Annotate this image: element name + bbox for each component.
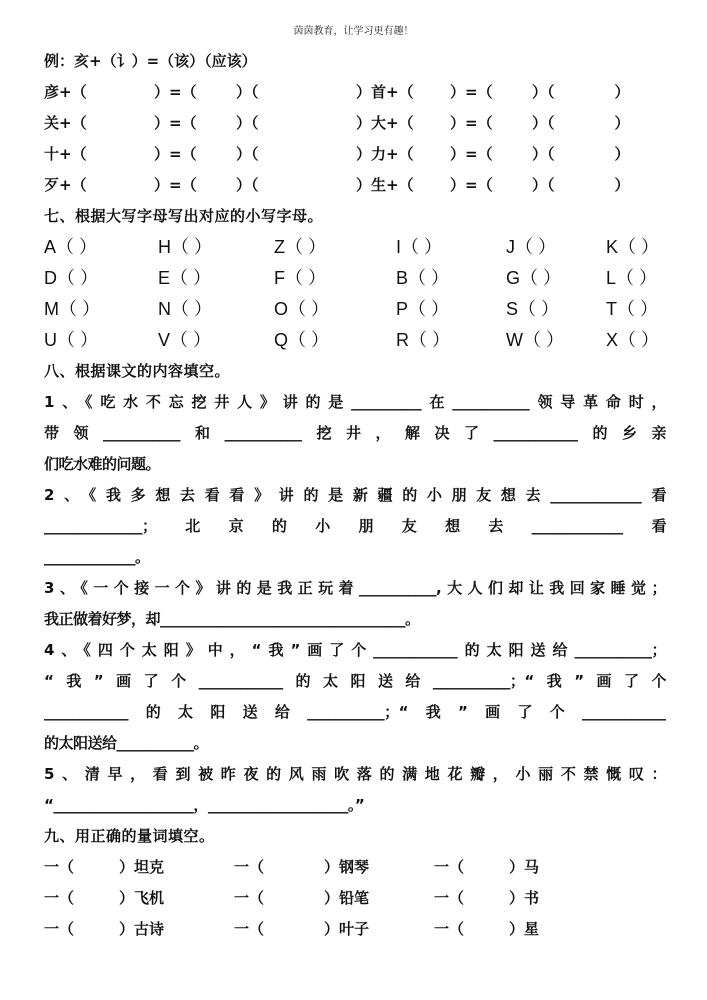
letter-row — [44, 294, 666, 325]
radical-row — [44, 139, 666, 170]
letter-cell[interactable]: X（ ） — [606, 330, 660, 350]
fill-in-line[interactable]: 5、清早，看到被昨夜的风雨吹落的满地花瓣，小丽不禁慨叹： — [44, 765, 666, 783]
radical-cell[interactable]: ）（ — [236, 83, 259, 101]
radical-cell[interactable]: ）（ — [236, 176, 259, 194]
measure-row — [44, 914, 666, 945]
measure-cell[interactable]: 一（ ）古诗 — [44, 920, 165, 938]
letter-row — [44, 263, 666, 294]
letter-cell[interactable]: J（ ） — [506, 237, 557, 257]
measure-cell[interactable]: 一（ ）叶子 — [234, 920, 370, 938]
section9-title: 九、用正确的量词填空。 — [44, 827, 215, 845]
fill-in-line[interactable]: ______________；北京的小朋友想去_____________看 — [44, 517, 666, 535]
measure-cell[interactable]: 一（ ）飞机 — [44, 889, 165, 907]
measure-cell[interactable]: 一（ ）书 — [434, 889, 540, 907]
fill-in-line[interactable]: 4、《四个太阳》中，“我”画了个____________的太阳送给___________； — [44, 641, 666, 659]
measure-cell[interactable]: 一（ ）钢琴 — [234, 858, 370, 876]
radical-cell[interactable]: ）（ ） — [532, 145, 630, 163]
fill-in-line[interactable]: 我正做着好梦，却___________________________________。 — [44, 610, 420, 628]
radical-cell[interactable]: 彦+（ — [44, 83, 87, 101]
fill-in-line[interactable]: “____________________，____________________。” — [44, 796, 365, 814]
radical-cell[interactable]: ）=（ — [154, 145, 197, 163]
letter-cell[interactable]: R（ ） — [396, 330, 450, 350]
letter-exercise — [44, 232, 666, 356]
page-header: 茵茵教育，让学习更有趣！ — [293, 26, 414, 37]
radical-cell[interactable]: ）=（ — [450, 83, 493, 101]
letter-cell[interactable]: O（ ） — [274, 299, 330, 319]
letter-cell[interactable]: N（ ） — [158, 299, 212, 319]
fill-in-line[interactable]: 们吃水难的问题。 — [44, 455, 161, 473]
letter-cell[interactable]: E（ ） — [158, 268, 212, 288]
fill-in-line[interactable]: “我”画了个____________的太阳送给___________；“我”画了个 — [44, 672, 666, 690]
letter-cell[interactable]: S（ ） — [506, 299, 560, 319]
letter-cell[interactable]: U（ ） — [44, 330, 98, 350]
radical-cell[interactable]: ）=（ — [154, 83, 197, 101]
letter-cell[interactable]: F（ ） — [274, 268, 326, 288]
letter-cell[interactable]: G（ ） — [506, 268, 562, 288]
fill-in-line[interactable]: 的太阳送给___________。 — [44, 734, 209, 752]
measure-cell[interactable]: 一（ ）铅笔 — [234, 889, 370, 907]
fill-in-line[interactable]: 带领___________和___________挖井，解决了____________的乡亲 — [44, 424, 666, 442]
radical-cell[interactable]: ）首+（ — [356, 83, 414, 101]
measure-row — [44, 852, 666, 883]
section7-title: 七、根据大写字母写出对应的小写字母。 — [44, 207, 324, 225]
radical-exercise — [44, 77, 666, 201]
radical-cell[interactable]: 歹+（ — [44, 176, 87, 194]
letter-cell[interactable]: A（ ） — [44, 237, 98, 257]
letter-cell[interactable]: K（ ） — [606, 237, 660, 257]
radical-cell[interactable]: ）=（ — [450, 145, 493, 163]
letter-cell[interactable]: I（ ） — [396, 237, 443, 257]
radical-cell[interactable]: ）=（ — [154, 114, 197, 132]
measure-cell[interactable]: 一（ ）马 — [434, 858, 540, 876]
radical-cell[interactable]: ）生+（ — [356, 176, 414, 194]
radical-cell[interactable]: ）（ — [236, 145, 259, 163]
letter-cell[interactable]: B（ ） — [396, 268, 450, 288]
radical-cell[interactable]: ）=（ — [154, 176, 197, 194]
letter-cell[interactable]: H（ ） — [158, 237, 212, 257]
radical-cell[interactable]: ）（ ） — [532, 176, 630, 194]
radical-row — [44, 108, 666, 139]
radical-cell[interactable]: ）（ ） — [532, 83, 630, 101]
letter-cell[interactable]: Q（ ） — [274, 330, 330, 350]
letter-cell[interactable]: P（ ） — [396, 299, 450, 319]
letter-row — [44, 232, 666, 263]
radical-row — [44, 77, 666, 108]
radical-cell[interactable]: ）（ ） — [532, 114, 630, 132]
measure-cell[interactable]: 一（ ）星 — [434, 920, 540, 938]
radical-cell[interactable]: 关+（ — [44, 114, 87, 132]
letter-cell[interactable]: L（ ） — [606, 268, 658, 288]
radical-cell[interactable]: ）（ — [236, 114, 259, 132]
letter-cell[interactable]: D（ ） — [44, 268, 98, 288]
section8-title: 八、根据课文的内容填空。 — [44, 362, 231, 380]
measure-word-exercise — [44, 852, 666, 945]
radical-cell[interactable]: ）=（ — [450, 114, 493, 132]
radical-cell[interactable]: ）=（ — [450, 176, 493, 194]
fill-in-line[interactable]: 2、《我多想去看看》讲的是新疆的小朋友想去_____________看 — [44, 486, 666, 504]
example-line: 例：亥+（讠）=（该）（应该） — [44, 52, 257, 70]
radical-cell[interactable]: ）大+（ — [356, 114, 414, 132]
letter-row — [44, 325, 666, 356]
letter-cell[interactable]: M（ ） — [44, 299, 100, 319]
fill-in-line[interactable]: _____________。 — [44, 548, 150, 566]
fill-in-line[interactable]: ____________的太阳送给___________；“我”画了个____________ — [44, 703, 666, 721]
fill-in-line[interactable]: 3、《一个接一个》讲的是我正玩着___________,大人们却让我回家睡觉； — [44, 579, 666, 597]
fill-in-line[interactable]: 1、《吃水不忘挖井人》讲的是__________在___________领导革命时， — [44, 393, 666, 411]
fill-in-exercise — [44, 387, 666, 821]
radical-cell[interactable]: 十+（ — [44, 145, 87, 163]
letter-cell[interactable]: V（ ） — [158, 330, 212, 350]
measure-cell[interactable]: 一（ ）坦克 — [44, 858, 165, 876]
letter-cell[interactable]: T（ ） — [606, 299, 658, 319]
letter-cell[interactable]: W（ ） — [506, 330, 564, 350]
worksheet — [44, 46, 666, 945]
letter-cell[interactable]: Z（ ） — [274, 237, 326, 257]
radical-row — [44, 170, 666, 201]
measure-row — [44, 883, 666, 914]
radical-cell[interactable]: ）力+（ — [356, 145, 414, 163]
